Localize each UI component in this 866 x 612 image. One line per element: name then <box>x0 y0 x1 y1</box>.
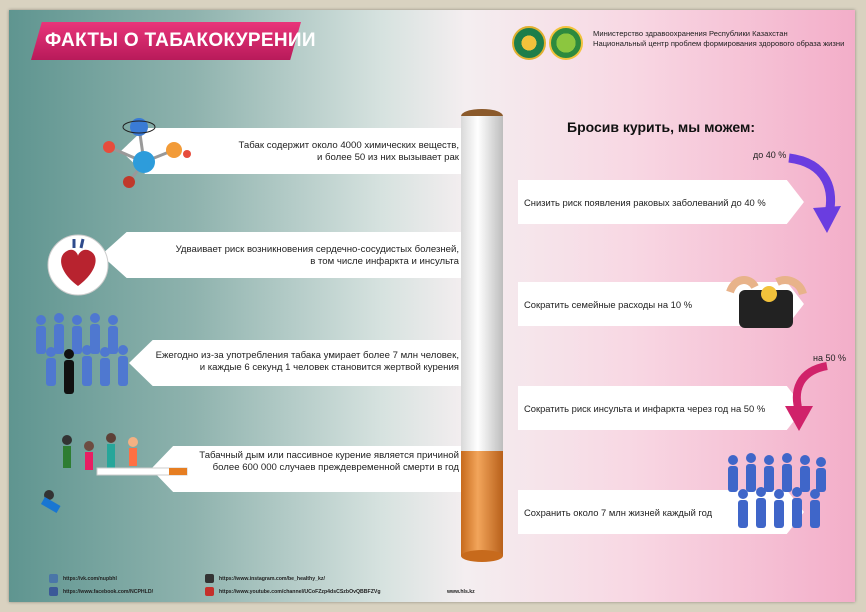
fact-4-line2: более 600 000 случаев преждевременной смерти в год <box>212 462 459 473</box>
crowd-icon <box>29 310 139 400</box>
ministry-name: Министерство здравоохранения Республики Казахстан <box>593 29 788 38</box>
fact-3-line2: и каждые 6 секунд 1 человек становится жертвой курения <box>199 362 459 373</box>
center-name: Национальный центр проблем формирования здорового образа жизни <box>593 39 845 48</box>
benefit-3-note: на 50 % <box>813 353 846 363</box>
benefit-1-note: до 40 % <box>753 150 787 160</box>
facebook-icon[interactable] <box>49 587 58 596</box>
fact-1-line1: Табак содержит около 4000 химических веществ, <box>238 140 459 151</box>
instagram-link[interactable]: https://www.instagram.com/be_healthy_kz/ <box>219 576 325 582</box>
benefit-4: Сохранить около 7 млн жизней каждый год <box>524 507 713 518</box>
site-link[interactable]: www.hls.kz <box>447 589 475 595</box>
organization-info <box>593 29 844 49</box>
vk-icon[interactable] <box>49 574 58 583</box>
poster <box>9 10 855 602</box>
fact-3-line1: Ежегодно из-за употребления табака умирает более 7 млн человек, <box>155 350 459 361</box>
arrow-down-icon <box>789 158 849 238</box>
page-title: ФАКТЫ О ТАБАКОКУРЕНИИ <box>45 30 316 51</box>
fact-3 <box>139 350 459 374</box>
benefit-1: Снизить риск появления раковых заболеваний до 40 % <box>524 197 766 208</box>
heart-icon <box>47 234 109 296</box>
youtube-icon[interactable] <box>205 587 214 596</box>
fact-4-line1: Табачный дым или пассивное курение является причиной <box>199 450 459 461</box>
molecule-icon <box>89 102 199 192</box>
facebook-link[interactable]: https://www.facebook.com/NCPHLD/ <box>63 589 154 595</box>
youtube-link[interactable]: https://www.youtube.com/channel/UCoFZzp4dsCSzbOvQBBFZVg <box>219 589 381 595</box>
wallet-icon <box>725 272 805 342</box>
benefit-3: Сократить риск инсульта и инфаркта через год на 50 % <box>524 403 766 414</box>
vk-link[interactable]: https://vk.com/nupbhl <box>63 576 117 582</box>
arrow-down-icon <box>779 366 839 436</box>
fact-4 <box>169 450 459 474</box>
health-center-logo-icon <box>549 26 583 60</box>
passive-smoking-icon <box>37 430 187 530</box>
fact-1-line2: и более 50 из них вызывает рак <box>316 152 459 163</box>
instagram-icon[interactable] <box>205 574 214 583</box>
crowd-icon <box>721 450 831 540</box>
kazakhstan-emblem-icon <box>512 26 546 60</box>
fact-2-line2: в том числе инфаркта и инсульта <box>310 256 459 267</box>
cigarette-icon <box>459 106 505 566</box>
fact-2-line1: Удваивает риск возникновения сердечно-сосудистых болезней, <box>175 244 459 255</box>
benefits-heading: Бросив курить, мы можем: <box>567 119 755 135</box>
fact-2 <box>139 244 459 268</box>
benefit-2: Сократить семейные расходы на 10 % <box>524 299 693 310</box>
fact-1 <box>169 140 459 164</box>
